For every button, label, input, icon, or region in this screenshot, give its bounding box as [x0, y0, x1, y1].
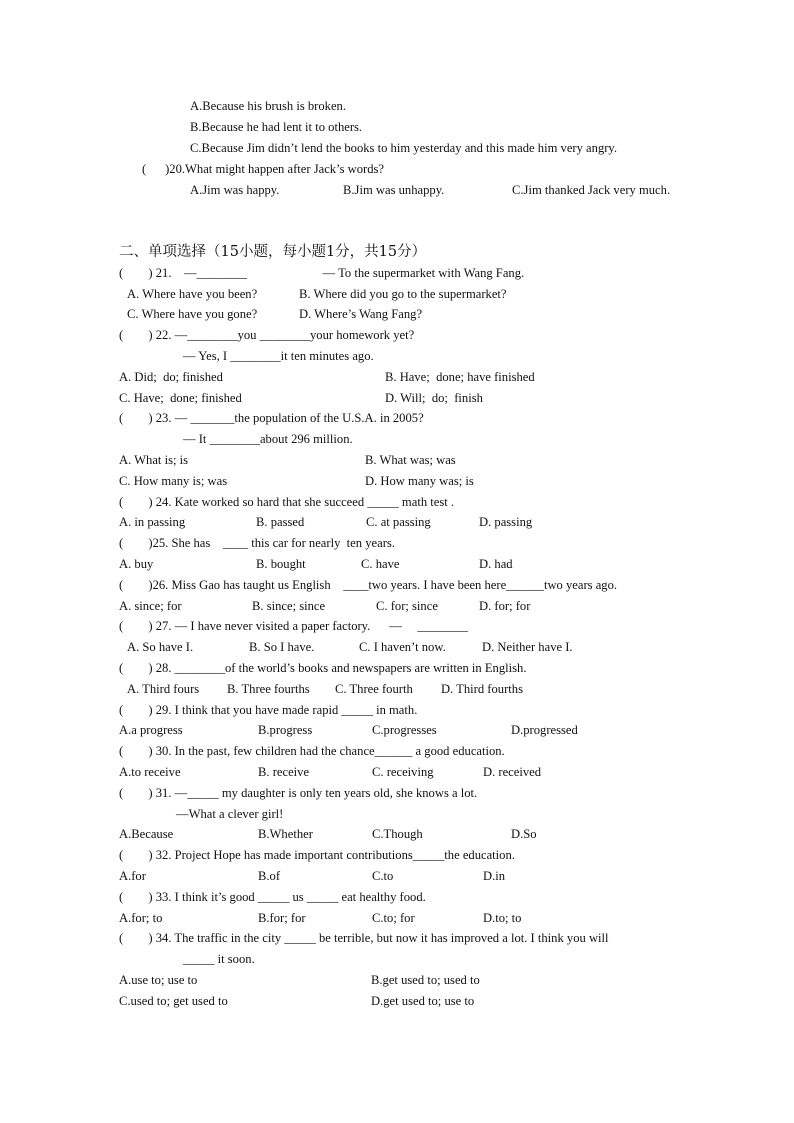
q33-option-a: A.for; to: [119, 911, 163, 925]
q28-option-a: A. Third fours: [127, 682, 200, 696]
q19-option-c: C.Because Jim didn’t lend the books to him yesterday and this made him very angry.: [190, 141, 618, 155]
q30-stem: ( ) 30. In the past, few children had the chance______ a good education.: [119, 744, 505, 758]
q19-option-a: A.Because his brush is broken.: [190, 99, 346, 113]
q19-option-b: B.Because he had lent it to others.: [190, 120, 363, 134]
q31-stem: ( ) 31. —_____ my daughter is only ten years old, she knows a lot.: [119, 786, 478, 800]
q33-option-b: B.for; for: [258, 911, 306, 925]
q27-option-d: D. Neither have I.: [482, 640, 573, 654]
q30-option-d: D. received: [483, 765, 542, 779]
q29-option-d: D.progressed: [511, 723, 578, 737]
q22-option-b: B. Have; done; have finished: [385, 370, 535, 384]
q24-option-c: C. at passing: [366, 515, 431, 529]
q26-stem: ( )26. Miss Gao has taught us English ____two years. I have been here______two years ago.: [119, 578, 618, 592]
q33-option-c: C.to; for: [372, 911, 415, 925]
q30-option-a: A.to receive: [119, 765, 181, 779]
q21-option-b: B. Where did you go to the supermarket?: [299, 287, 507, 301]
q25-option-b: B. bought: [256, 557, 306, 571]
q24-option-d: D. passing: [479, 515, 533, 529]
q22-option-c: C. Have; done; finished: [119, 391, 242, 405]
q30-option-c: C. receiving: [372, 765, 434, 779]
q30-option-b: B. receive: [258, 765, 310, 779]
q29-option-b: B.progress: [258, 723, 313, 737]
q34-stem: ( ) 34. The traffic in the city _____ be terrible, but now it has improved a lot. I think you will: [119, 931, 609, 945]
q31-option-a: A.Because: [119, 827, 174, 841]
q20-option-c: C.Jim thanked Jack very much.: [512, 183, 671, 197]
q32-option-c: C.to: [372, 869, 394, 883]
q20-option-b: B.Jim was unhappy.: [343, 183, 445, 197]
q28-option-b: B. Three fourths: [227, 682, 310, 696]
q31-option-d: D.So: [511, 827, 537, 841]
q27-option-a: A. So have I.: [127, 640, 194, 654]
q26-option-d: D. for; for: [479, 599, 531, 613]
q33-stem: ( ) 33. I think it’s good _____ us _____ eat healthy food.: [119, 890, 426, 904]
q24-option-b: B. passed: [256, 515, 305, 529]
q25-option-c: C. have: [361, 557, 400, 571]
q23-reply: — It ________about 296 million.: [183, 432, 353, 446]
q28-stem: ( ) 28. ________of the world’s books and newspapers are written in English.: [119, 661, 527, 675]
q23-option-b: B. What was; was: [365, 453, 456, 467]
q25-option-a: A. buy: [119, 557, 154, 571]
q34-stem-continued: _____ it soon.: [183, 952, 255, 966]
q26-option-c: C. for; since: [376, 599, 438, 613]
q34-option-c: C.used to; get used to: [119, 994, 228, 1008]
q34-option-a: A.use to; use to: [119, 973, 198, 987]
q34-option-b: B.get used to; used to: [371, 973, 480, 987]
q22-stem: ( ) 22. —________you ________your homework yet?: [119, 328, 415, 342]
q23-option-d: D. How many was; is: [365, 474, 474, 488]
q31-option-c: C.Though: [372, 827, 423, 841]
q31-option-b: B.Whether: [258, 827, 313, 841]
q32-stem: ( ) 32. Project Hope has made important contributions_____the education.: [119, 848, 515, 862]
q29-option-a: A.a progress: [119, 723, 183, 737]
q21-option-d: D. Where’s Wang Fang?: [299, 307, 423, 321]
q22-reply: — Yes, I ________it ten minutes ago.: [183, 349, 374, 363]
q22-option-a: A. Did; do; finished: [119, 370, 223, 384]
q23-stem: ( ) 23. — _______the population of the U.S.A. in 2005?: [119, 411, 424, 425]
q21-stem: ( ) 21. —________ — To the supermarket with Wang Fang.: [119, 266, 525, 280]
q32-option-a: A.for: [119, 869, 146, 883]
q29-stem: ( ) 29. I think that you have made rapid _____ in math.: [119, 703, 418, 717]
q23-option-a: A. What is; is: [119, 453, 189, 467]
q27-option-b: B. So I have.: [249, 640, 315, 654]
q32-option-d: D.in: [483, 869, 506, 883]
q31-reply: —What a clever girl!: [176, 807, 284, 821]
q32-option-b: B.of: [258, 869, 281, 883]
q21-option-a: A. Where have you been?: [127, 287, 258, 301]
q21-option-c: C. Where have you gone?: [127, 307, 258, 321]
q34-option-d: D.get used to; use to: [371, 994, 475, 1008]
q26-option-a: A. since; for: [119, 599, 182, 613]
q27-stem: ( ) 27. — I have never visited a paper factory. — ________: [119, 619, 468, 633]
q20-stem: ( )20.What might happen after Jack’s words?: [142, 162, 385, 176]
q25-stem: ( )25. She has ____ this car for nearly ten years.: [119, 536, 395, 550]
q24-option-a: A. in passing: [119, 515, 186, 529]
q33-option-d: D.to; to: [483, 911, 522, 925]
q25-option-d: D. had: [479, 557, 513, 571]
q22-option-d: D. Will; do; finish: [385, 391, 483, 405]
q20-option-a: A.Jim was happy.: [190, 183, 280, 197]
q29-option-c: C.progresses: [372, 723, 437, 737]
q26-option-b: B. since; since: [252, 599, 326, 613]
q24-stem: ( ) 24. Kate worked so hard that she succeed _____ math test .: [119, 495, 455, 509]
q28-option-c: C. Three fourth: [335, 682, 413, 696]
q27-option-c: C. I haven’t now.: [359, 640, 446, 654]
q23-option-c: C. How many is; was: [119, 474, 228, 488]
section2-heading: 二、单项选择（15小题，每小题1分，共15分）: [119, 244, 427, 260]
q28-option-d: D. Third fourths: [441, 682, 523, 696]
